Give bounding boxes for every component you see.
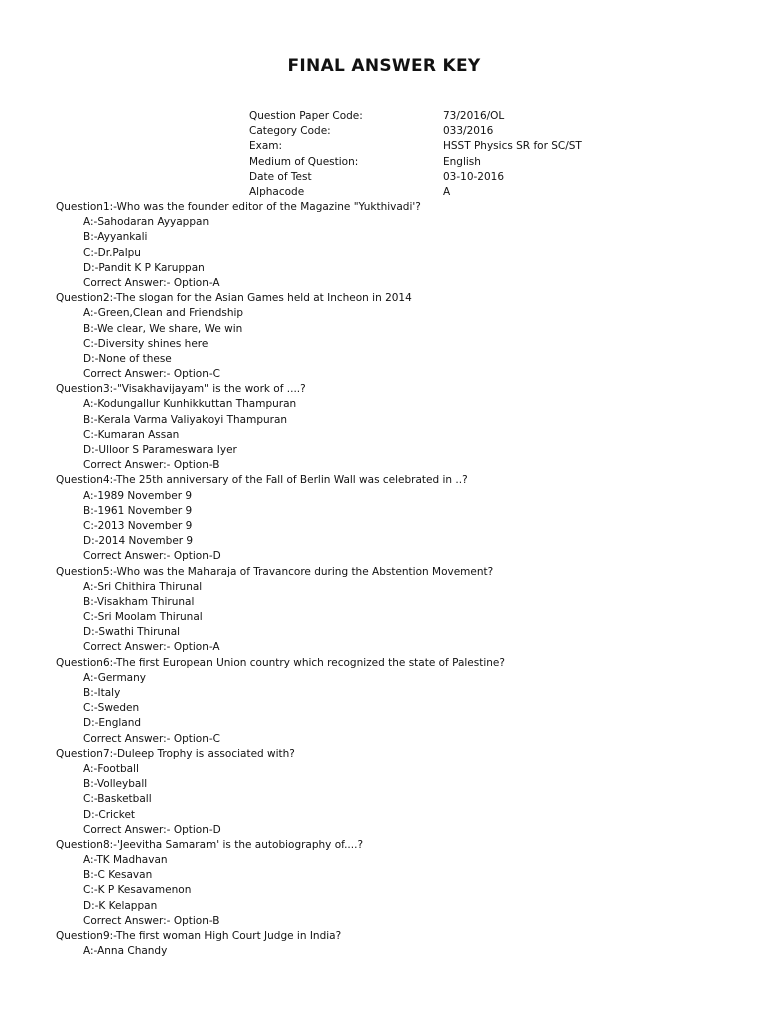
question-text: Question4:-The 25th anniversary of the Fall of Berlin Wall was celebrated in ..? bbox=[56, 474, 468, 487]
answer-option: C:-K P Kesavamenon bbox=[83, 884, 192, 897]
answer-option: D:-K Kelappan bbox=[83, 899, 158, 912]
question-block bbox=[56, 291, 746, 382]
answer-option: C:-Kumaran Assan bbox=[83, 428, 180, 441]
correct-answer: Correct Answer:- Option-C bbox=[83, 368, 220, 381]
answer-option: D:-Swathi Thirunal bbox=[83, 626, 181, 639]
answer-option: B:-Ayyankali bbox=[83, 231, 148, 244]
correct-answer: Correct Answer:- Option-D bbox=[83, 550, 221, 563]
correct-answer: Correct Answer:- Option-A bbox=[83, 641, 220, 654]
answer-option: B:-C Kesavan bbox=[83, 869, 153, 882]
meta-row bbox=[249, 139, 582, 154]
answer-option: C:-Diversity shines here bbox=[83, 337, 209, 350]
paper-details bbox=[249, 109, 582, 200]
meta-label: Category Code: bbox=[249, 125, 331, 138]
correct-answer: Correct Answer:- Option-C bbox=[83, 732, 220, 745]
answer-option: D:-Pandit K P Karuppan bbox=[83, 261, 205, 274]
question-text: Question6:-The first European Union country which recognized the state of Palestine? bbox=[56, 656, 505, 669]
question-block bbox=[56, 929, 746, 959]
answer-option: D:-Cricket bbox=[83, 808, 136, 821]
answer-option: B:-Volleyball bbox=[83, 778, 148, 791]
question-text: Question3:-"Visakhavijayam" is the work of ....? bbox=[56, 383, 306, 396]
answer-option: A:-Sri Chithira Thirunal bbox=[83, 580, 203, 593]
answer-option: A:-Football bbox=[83, 762, 139, 775]
meta-label: Exam: bbox=[249, 140, 283, 153]
question-block bbox=[56, 382, 746, 473]
question-block bbox=[56, 473, 746, 564]
meta-row bbox=[249, 185, 582, 200]
answer-option: B:-Visakham Thirunal bbox=[83, 595, 195, 608]
meta-label: Alphacode bbox=[249, 185, 305, 198]
answer-option: A:-Sahodaran Ayyappan bbox=[83, 216, 210, 229]
meta-value: HSST Physics SR for SC/ST bbox=[443, 140, 582, 153]
question-text: Question9:-The first woman High Court Judge in India? bbox=[56, 930, 342, 942]
answer-option: A:-Green,Clean and Friendship bbox=[83, 307, 244, 320]
answer-option: C:-Sweden bbox=[83, 702, 140, 715]
answer-option: A:-Anna Chandy bbox=[83, 945, 168, 958]
meta-label: Question Paper Code: bbox=[249, 110, 363, 122]
question-block bbox=[56, 656, 746, 747]
meta-label: Medium of Question: bbox=[249, 155, 359, 168]
question-block bbox=[56, 565, 746, 656]
question-list bbox=[56, 200, 746, 959]
answer-option: D:-None of these bbox=[83, 352, 172, 365]
meta-value: English bbox=[443, 155, 481, 168]
question-text: Question7:-Duleep Trophy is associated with? bbox=[56, 747, 295, 760]
question-text: Question2:-The slogan for the Asian Games held at Incheon in 2014 bbox=[56, 292, 412, 305]
answer-option: A:-Kodungallur Kunhikkuttan Thampuran bbox=[83, 398, 297, 411]
meta-row bbox=[249, 124, 582, 139]
correct-answer: Correct Answer:- Option-B bbox=[83, 914, 220, 927]
answer-option: D:-England bbox=[83, 717, 142, 730]
answer-option: C:-Basketball bbox=[83, 793, 152, 806]
answer-option: C:-Dr.Palpu bbox=[83, 246, 141, 259]
meta-value: 033/2016 bbox=[443, 125, 494, 138]
meta-row bbox=[249, 155, 582, 170]
answer-option: B:-1961 November 9 bbox=[83, 504, 193, 517]
answer-option: B:-Kerala Varma Valiyakoyi Thampuran bbox=[83, 413, 288, 426]
question-block bbox=[56, 747, 746, 838]
answer-option: B:-We clear, We share, We win bbox=[83, 322, 243, 335]
question-block bbox=[56, 200, 746, 291]
answer-option: A:-Germany bbox=[83, 671, 146, 684]
correct-answer: Correct Answer:- Option-B bbox=[83, 459, 220, 472]
meta-value: 73/2016/OL bbox=[443, 110, 505, 122]
answer-option: D:-Ulloor S Parameswara Iyer bbox=[83, 444, 237, 456]
meta-value: 03-10-2016 bbox=[443, 170, 505, 183]
question-text: Question1:-Who was the founder editor of the Magazine "Yukthivadi'? bbox=[56, 201, 421, 213]
answer-option: A:-1989 November 9 bbox=[83, 489, 193, 502]
answer-option: C:-Sri Moolam Thirunal bbox=[83, 611, 203, 624]
question-text: Question5:-Who was the Maharaja of Travancore during the Abstention Movement? bbox=[56, 565, 494, 578]
meta-row bbox=[249, 170, 582, 185]
meta-value: A bbox=[443, 185, 451, 198]
answer-option: B:-Italy bbox=[83, 687, 121, 699]
answer-option: C:-2013 November 9 bbox=[83, 519, 193, 532]
answer-option: D:-2014 November 9 bbox=[83, 535, 194, 548]
page-title: FINAL ANSWER KEY bbox=[287, 56, 481, 76]
correct-answer: Correct Answer:- Option-D bbox=[83, 823, 221, 836]
question-text: Question8:-'Jeevitha Samaram' is the autobiography of....? bbox=[56, 838, 364, 851]
correct-answer: Correct Answer:- Option-A bbox=[83, 276, 220, 289]
question-block bbox=[56, 838, 746, 929]
meta-label: Date of Test bbox=[249, 170, 312, 183]
answer-option: A:-TK Madhavan bbox=[83, 854, 168, 867]
meta-row bbox=[249, 109, 582, 124]
